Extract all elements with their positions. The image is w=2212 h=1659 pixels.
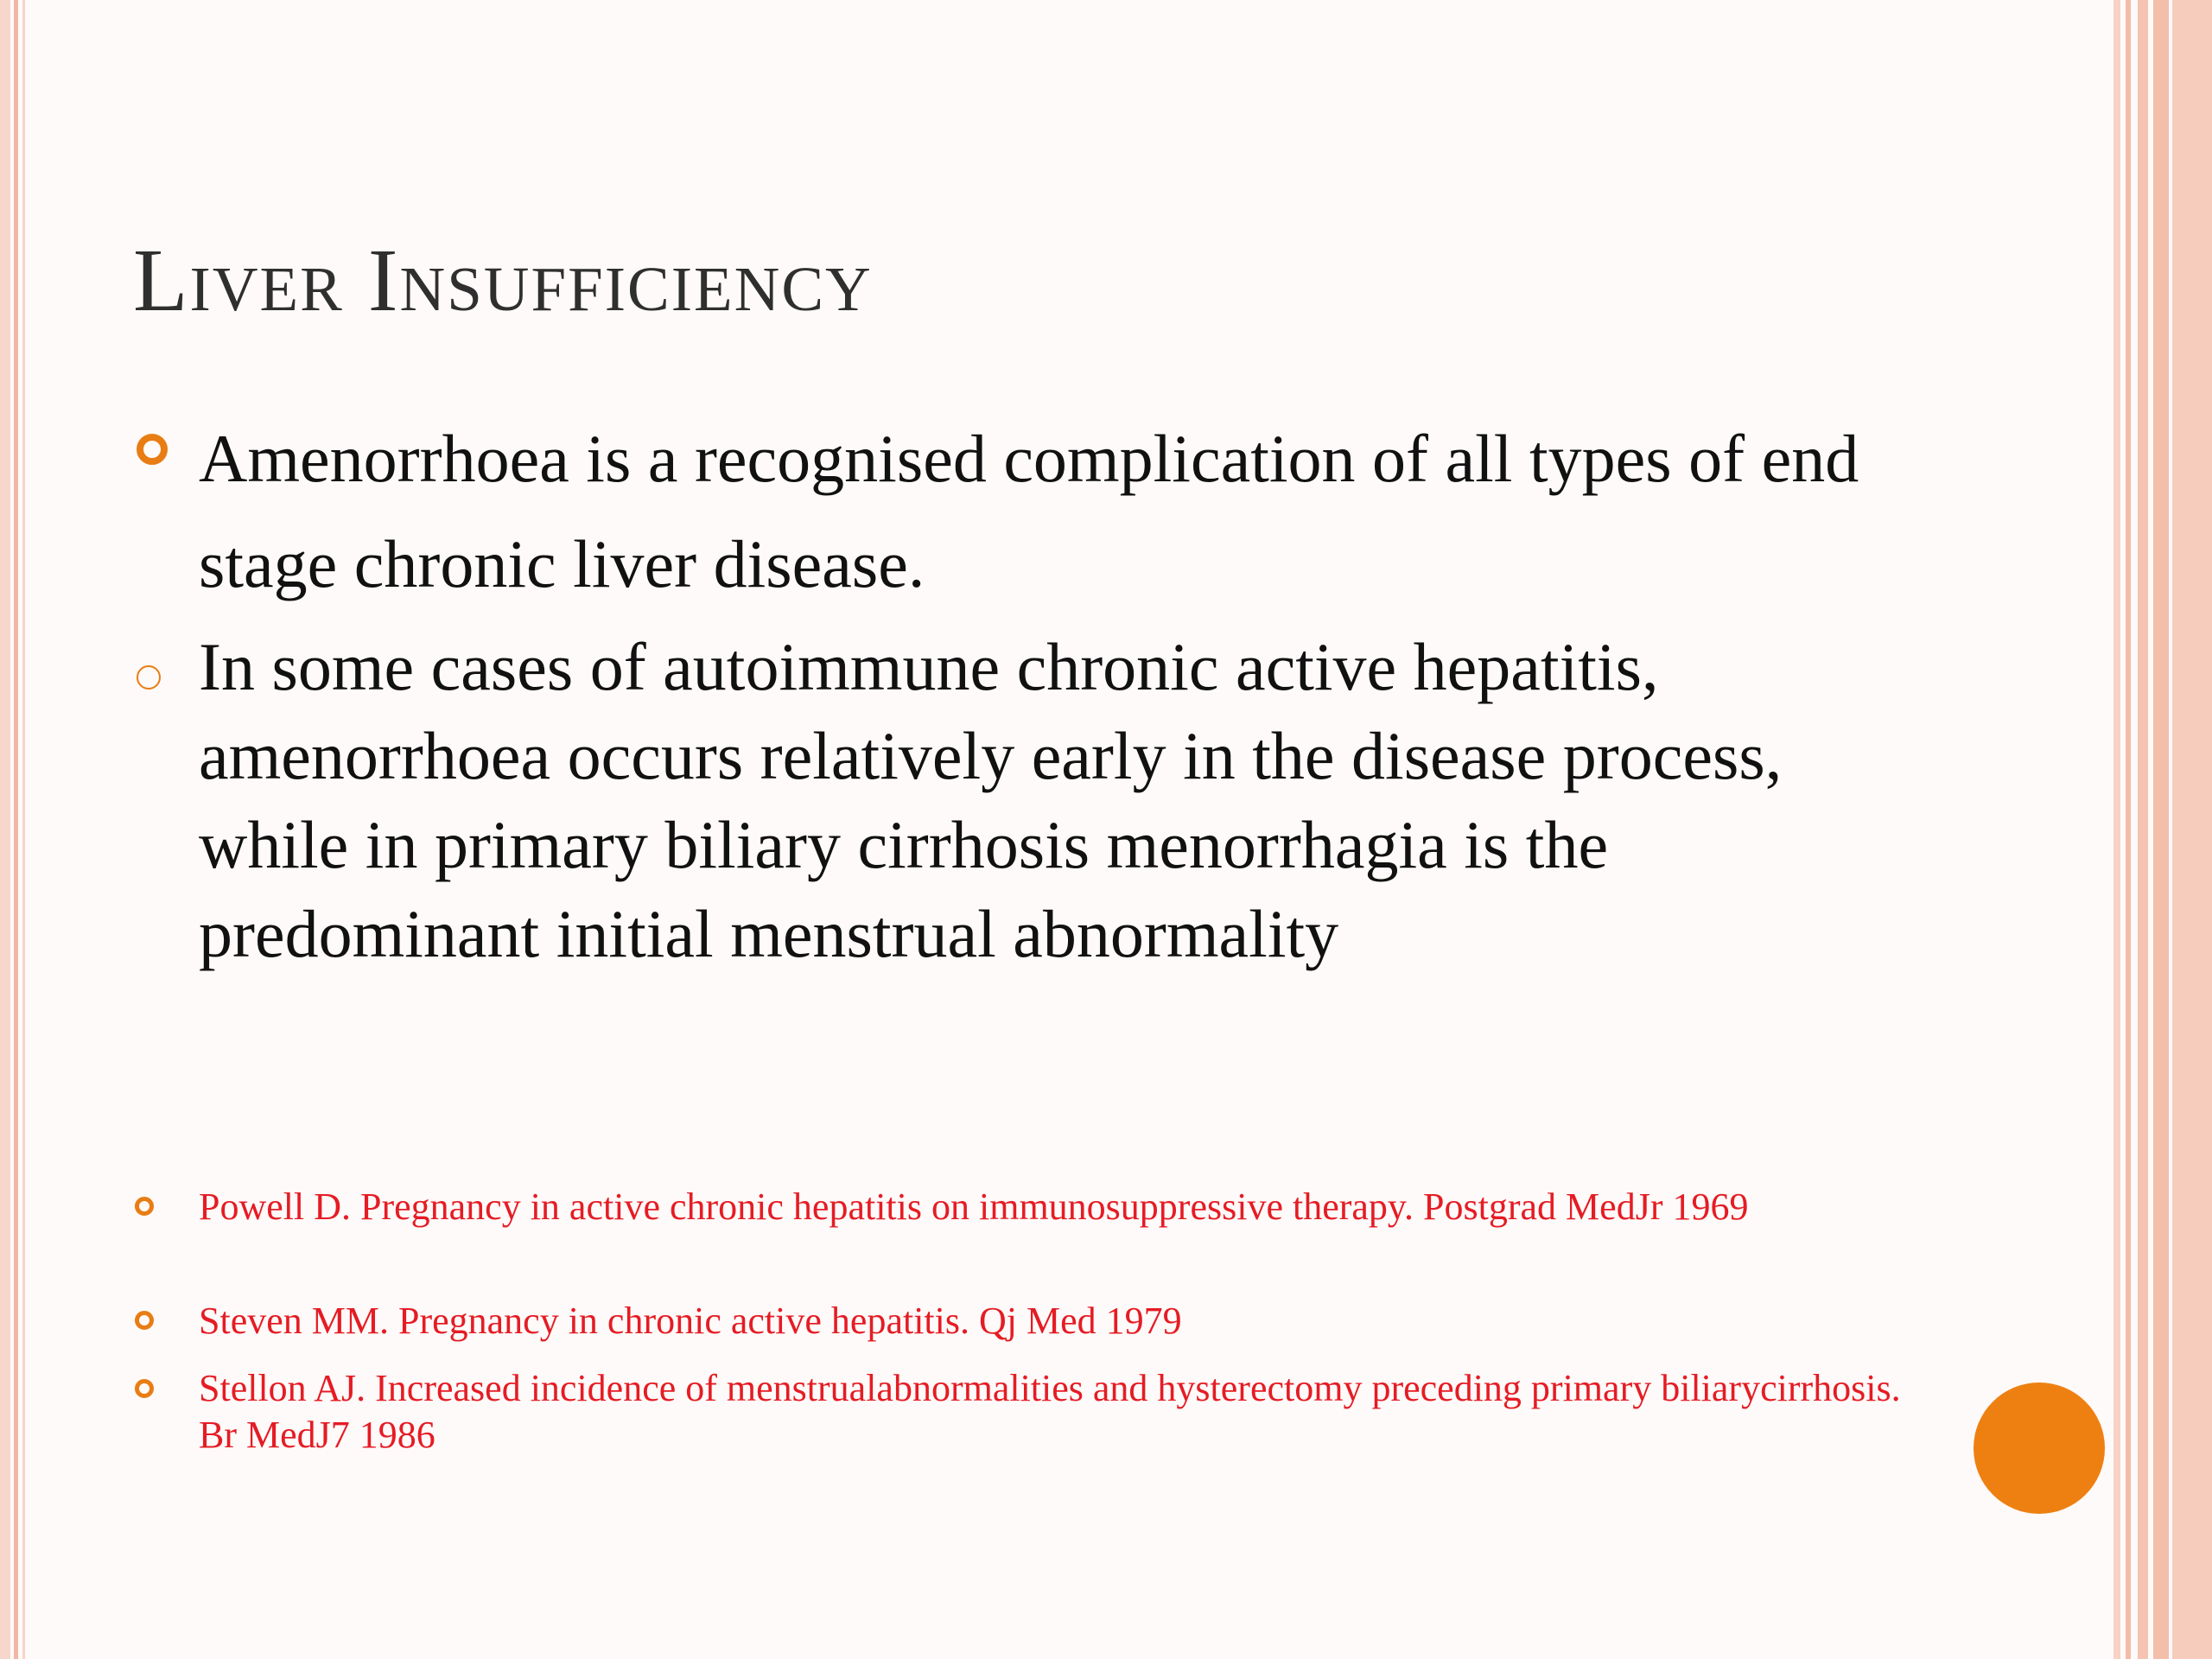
left-border-stripe xyxy=(14,0,18,1659)
bullet-ring-icon xyxy=(135,1379,154,1398)
reference-item: Powell D. Pregnancy in active chronic hepatitis on immunosuppressive therapy. Postgrad MedJr 1969 xyxy=(199,1185,1749,1228)
slide-title: Liver Insufficiency xyxy=(133,231,873,330)
bullet-ring-icon xyxy=(135,1197,154,1216)
right-border-stripe xyxy=(2172,0,2212,1659)
reference-item: Stellon AJ. Increased incidence of menstrualabnormalities and hysterectomy preceding primary biliarycirrhosis. Br MedJ7 1986 xyxy=(199,1367,1901,1456)
bullet-text: In some cases of autoimmune chronic active hepatitis, amenorrhoea occurs relatively early in the disease process, while in primary biliary cirrhosis menorrhagia is the predominant initial menstrual abnormality xyxy=(199,629,1783,971)
bullet-ring-icon xyxy=(135,1311,154,1330)
right-border-stripe xyxy=(2153,0,2169,1659)
right-border-stripe xyxy=(2113,0,2120,1659)
right-border-stripe xyxy=(2126,0,2131,1659)
right-border-stripe xyxy=(2138,0,2148,1659)
bullet-item xyxy=(199,406,1927,617)
bullet-ring-icon xyxy=(137,434,168,465)
left-border-stripe xyxy=(22,0,25,1659)
orange-circle-decoration xyxy=(1974,1382,2105,1514)
bullet-item xyxy=(199,622,1944,978)
bullet-text: Amenorrhoea is a recognised complication of all types of end stage chronic liver disease. xyxy=(199,421,1859,601)
left-border-stripe xyxy=(0,0,10,1659)
bullet-ring-icon xyxy=(137,665,161,690)
reference-item: Steven MM. Pregnancy in chronic active hepatitis. Qj Med 1979 xyxy=(199,1300,1182,1342)
